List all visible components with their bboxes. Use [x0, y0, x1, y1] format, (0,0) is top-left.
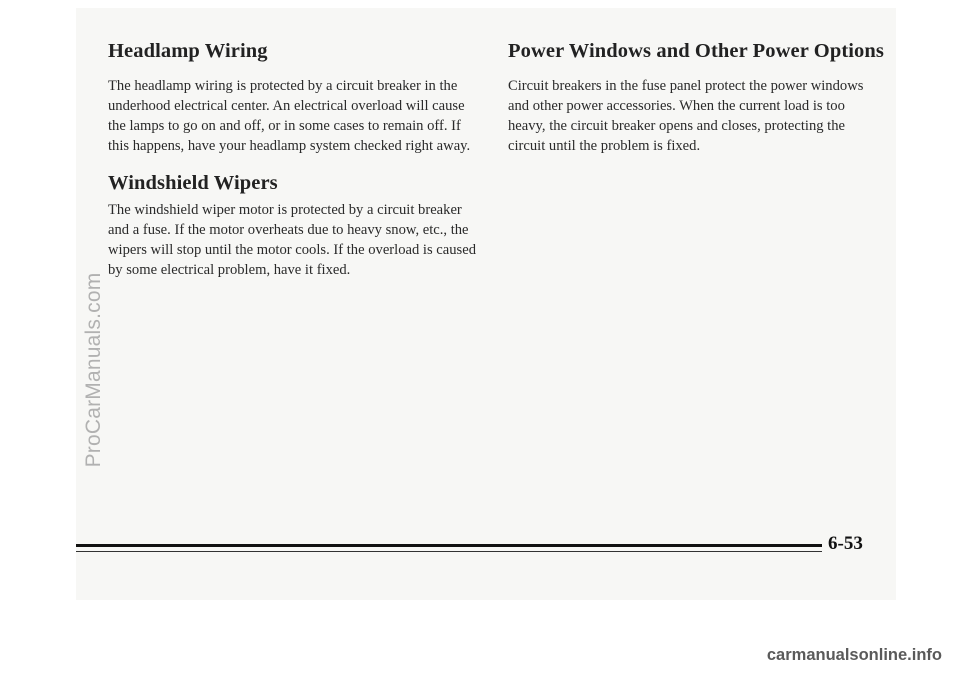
page-number: 6-53: [828, 533, 863, 554]
headlamp-wiring-text: The headlamp wiring is protected by a circuit breaker in the underhood electrical center. An electrical overload will cause the lamps to go on and off, or in some cases to remain off. If this happens, have your headlamp system checked right away.: [108, 78, 471, 154]
headlamp-wiring-heading: Headlamp Wiring: [108, 40, 268, 62]
power-windows-heading: Power Windows and Other Power Options: [508, 40, 884, 62]
side-watermark: ProCarManuals.com: [82, 272, 105, 468]
bottom-watermark[interactable]: carmanualsonline.info: [766, 646, 942, 664]
windshield-wipers-heading: Windshield Wipers: [108, 172, 278, 194]
manual-page: [76, 8, 896, 600]
footer-rule-thick: [76, 544, 822, 547]
power-windows-text: Circuit breakers in the fuse panel protect the power windows and other power accessories. When the current load is too heavy, the circuit breaker opens and closes, protecting the circuit until the problem is fixed.: [508, 78, 864, 154]
windshield-wipers-text: The windshield wiper motor is protected by a circuit breaker and a fuse. If the motor overheats due to heavy snow, etc., the wipers will stop until the motor cools. If the overload is caused by some electrical problem, have it fixed.: [108, 202, 477, 278]
footer-rule-thin: [76, 551, 822, 552]
